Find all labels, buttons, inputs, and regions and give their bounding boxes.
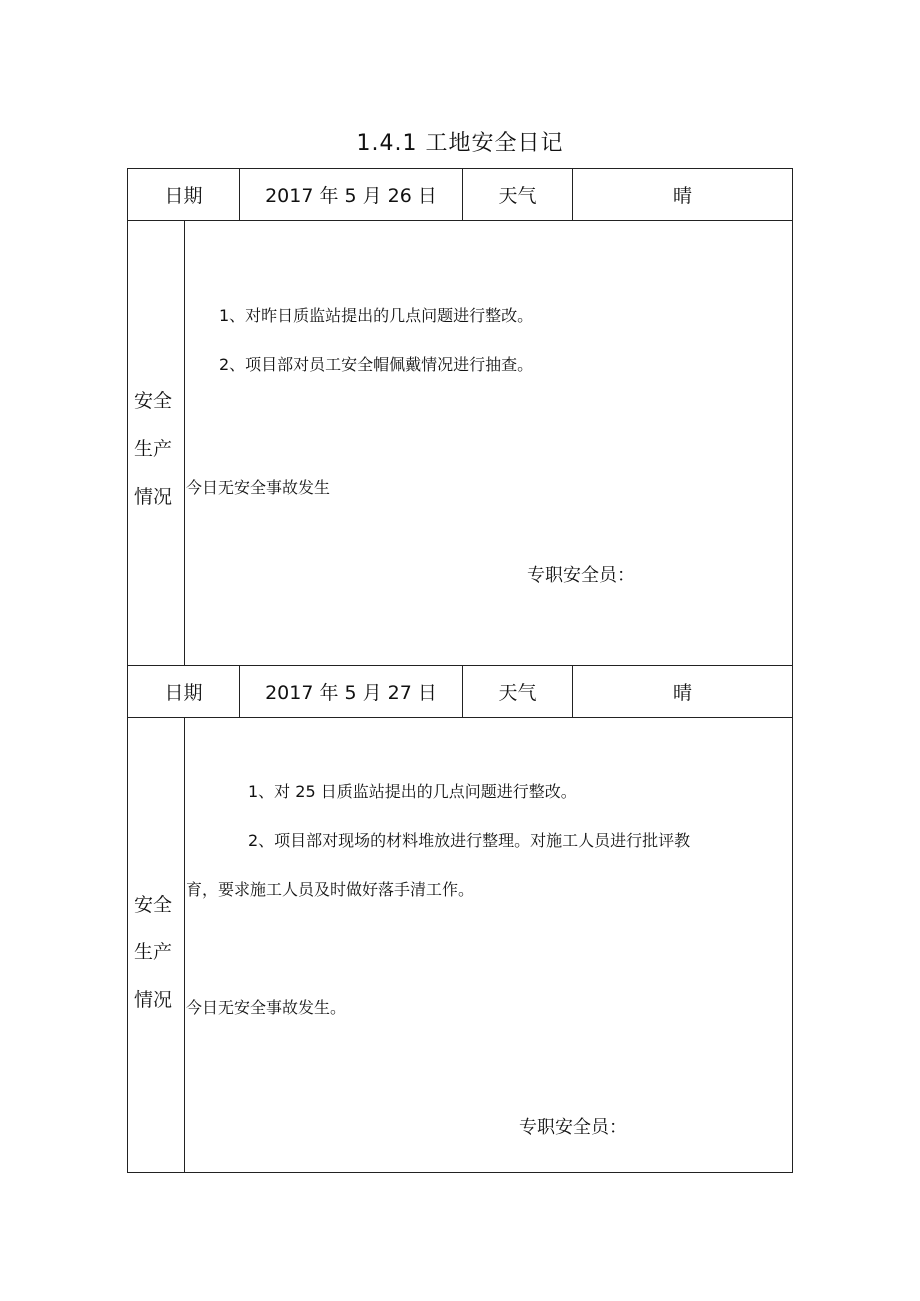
safety-officer-signature: 专职安全员： (519, 1117, 627, 1138)
weather-value: 晴 (672, 185, 692, 207)
weather-label: 天气 (463, 169, 573, 220)
document-title: 1.4.1 工地安全日记 (356, 131, 564, 156)
safety-content (185, 718, 792, 1172)
weather-value: 晴 (672, 682, 692, 704)
date-label: 日期 (128, 169, 240, 220)
section-label-line-3: 情况 (134, 486, 173, 508)
safety-diary-table (127, 168, 793, 1173)
section-label-line-1: 安全 (134, 390, 173, 412)
section-label (128, 221, 185, 665)
section-label-line-1: 安全 (134, 894, 173, 916)
section-label-line-3: 情况 (134, 989, 173, 1011)
safety-content (185, 221, 792, 665)
date-value: 2017 年 5 月 27 日 (240, 666, 463, 717)
safety-officer-signature: 专职安全员： (527, 565, 635, 586)
weather-label: 天气 (463, 666, 573, 717)
item-1: 1、对昨日质监站提出的几点问题进行整改。 (219, 306, 534, 325)
no-accident-note: 今日无安全事故发生。 (186, 998, 347, 1017)
section-label-line-2: 生产 (134, 438, 173, 460)
safety-row-2 (128, 718, 792, 1173)
date-label: 日期 (128, 666, 240, 717)
no-accident-note: 今日无安全事故发生 (186, 478, 331, 497)
date-value: 2017 年 5 月 26 日 (240, 169, 463, 220)
date-row-1 (128, 169, 792, 221)
item-2-continuation: 育，要求施工人员及时做好落手清工作。 (186, 880, 475, 899)
date-row-2 (128, 666, 792, 718)
section-label-line-2: 生产 (134, 941, 173, 963)
safety-row-1 (128, 221, 792, 666)
item-2: 2、项目部对现场的材料堆放进行整理。对施工人员进行批评教 (248, 831, 691, 850)
section-label (128, 718, 185, 1172)
item-2: 2、项目部对员工安全帽佩戴情况进行抽查。 (219, 355, 534, 374)
item-1: 1、对 25 日质监站提出的几点问题进行整改。 (248, 782, 577, 801)
